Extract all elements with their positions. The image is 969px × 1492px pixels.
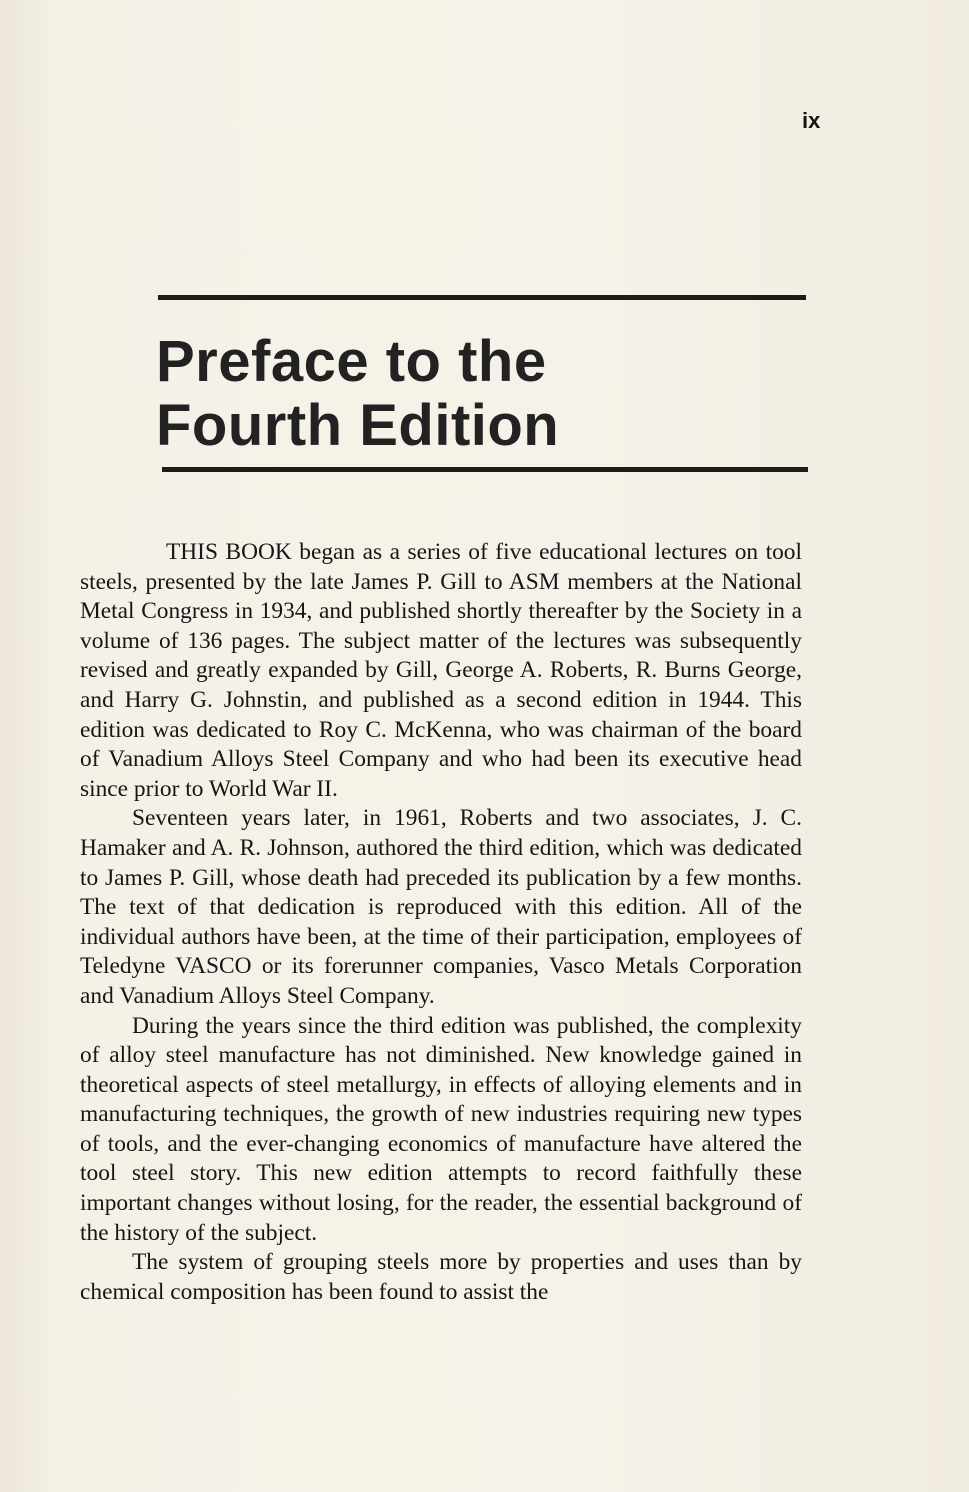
title-line-1: Preface to the [156, 329, 547, 394]
paragraph-1: THIS BOOK began as a series of five educational lectures on tool steels, presented by the late James P. Gill to ASM members at the National Metal Congress in 1934, and published shortly thereafter by the Society in a volume of 136 pages. The subject matter of the lectures was subsequently revised and greatly expanded by Gill, George A. Roberts, R. Burns George, and Harry G. Johnstin, and published as a second edition in 1944. This edition was dedicated to Roy C. McKenna, who was chairman of the board of Vanadium Alloys Steel Company and who had been its executive head since prior to World War II. [80, 539, 802, 802]
heading-top-rule [158, 295, 806, 300]
page-number: ix [802, 108, 821, 133]
paragraph-3: During the years since the third edition was published, the complexity of alloy steel manufacture has not diminished. New knowledge gained in theoretical aspects of steel metallurgy, in effects of alloying elements and in manufacturing techniques, the growth of new industries requiring new types of tools, and the ever-changing economics of manufacture have altered the tool steel story. This new edition attempts to record faithfully these important changes without losing, for the reader, the essential background of the history of the subject. [80, 1012, 802, 1246]
paragraph-2: Seventeen years later, in 1961, Roberts and two associates, J. C. Hamaker and A. R. Johnson, authored the third edition, which was dedicated to James P. Gill, whose death had preceded its publication by a few months. The text of that dedication is reproduced with this edition. All of the individual authors have been, at the time of their participation, employees of Teledyne VASCO or its forerunner companies, Vasco Metals Corporation and Vanadium Alloys Steel Company. [80, 805, 802, 1009]
heading-bottom-rule [162, 467, 808, 472]
title-line-2: Fourth Edition [156, 393, 560, 458]
page-title [156, 330, 806, 458]
preface-body [80, 538, 802, 1307]
paragraph-4: The system of grouping steels more by properties and uses than by chemical composition has been found to assist the [80, 1249, 802, 1305]
